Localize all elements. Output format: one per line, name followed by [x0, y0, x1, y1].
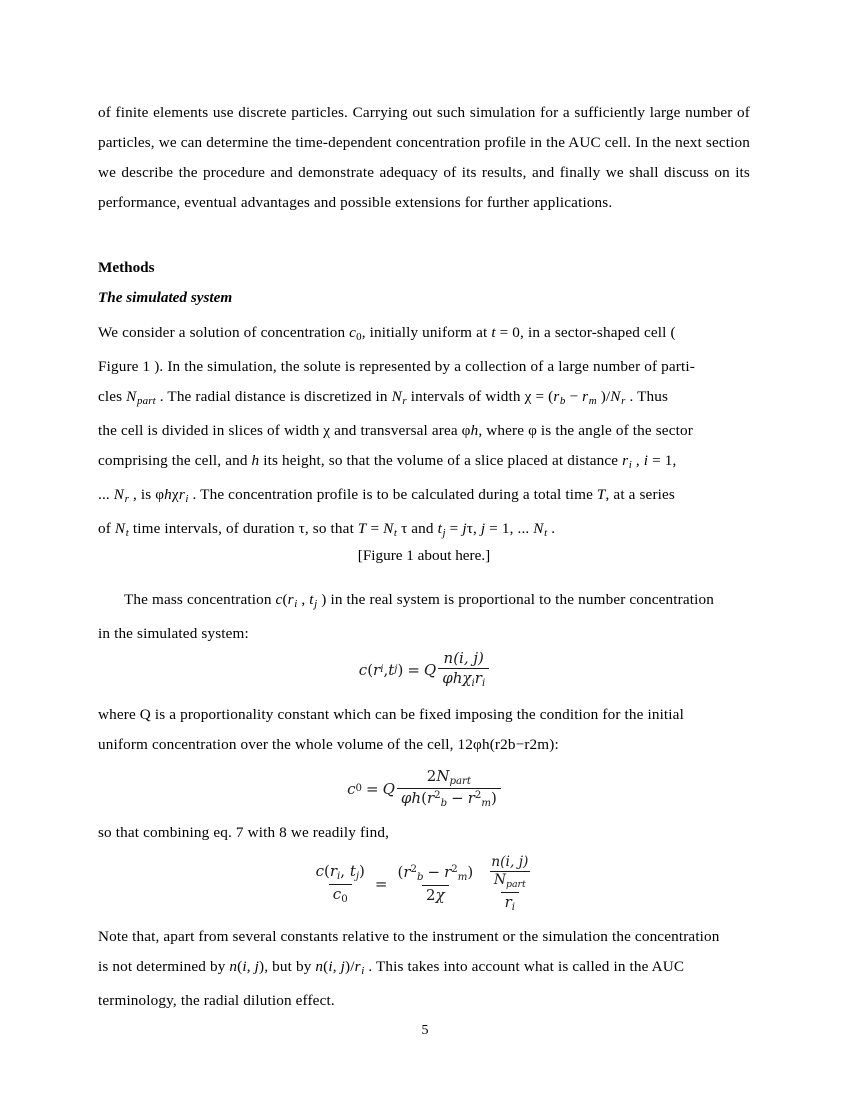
sim-l6-d: . The concentration profile is to be calculated during a total time — [188, 486, 597, 504]
note-l2-g: )/ — [345, 958, 355, 975]
mass-l1-d: , — [297, 591, 310, 608]
sim-l1-c0-sub: 0 — [356, 331, 362, 344]
note-paragraph — [98, 922, 750, 1016]
page-number: 5 — [421, 1023, 429, 1038]
eq3-outer-den-r-sub: i — [511, 901, 516, 913]
sim-l5-r: r — [622, 452, 629, 470]
eq3-lhs-num-comma: , — [340, 862, 350, 881]
eq2-den-r1-sup: 2 — [434, 790, 441, 802]
eq2-den-r1: r — [426, 789, 435, 808]
eq2-den-r2-sup: 2 — [474, 790, 482, 802]
simulated-system-paragraph — [98, 318, 750, 548]
eq3-lhs-fraction — [312, 863, 369, 905]
eq1-fraction — [438, 650, 489, 689]
sim-l7-T: T — [357, 520, 367, 538]
sim-l6-a: ... — [98, 486, 114, 504]
sim-l3-d: − — [565, 388, 583, 406]
eq3-inner-numerator — [487, 855, 532, 871]
eq3-equals: = — [374, 875, 388, 894]
sim-l3-rm: r — [582, 388, 589, 406]
methods-heading-block — [98, 253, 750, 283]
eq2-denominator — [397, 788, 501, 809]
note-l2-f: , — [332, 958, 341, 975]
sim-l3-N3-sub: r — [621, 395, 626, 408]
sim-l6-N: N — [113, 486, 125, 504]
mass-l1-a: The mass concentration — [124, 591, 276, 608]
eq3-rden-2: 2 — [426, 885, 436, 904]
eq3-rhs-numerator — [393, 864, 477, 884]
combining-line: so that combining eq. 7 with 8 we readily find, — [98, 824, 390, 841]
sim-l5-b: its height, so that the volume of a slice placed at distance — [259, 452, 623, 470]
intro-paragraph: of finite elements use discrete particles. Carrying out such simulation for a sufficiently large number of particles, we can determine the time-dependent concentration profile in the AUC cell. In the next section we describe the procedure and demonstrate adequacy of its results, and finally we shall discuss on its performance, eventual advantages and possible extensions for further applications. — [98, 104, 750, 211]
note-l2-i: i — [242, 958, 247, 975]
eq2-numerator — [423, 768, 475, 788]
sim-l6-r-sub: i — [185, 493, 189, 506]
sim-l3-N3: N — [610, 388, 621, 406]
sim-l7-N3-sub: t — [544, 527, 548, 540]
note-l2-d: ), but by — [259, 958, 316, 975]
sim-l5-d: = 1, — [648, 452, 677, 470]
sim-l1-b: , initially uniform at — [361, 324, 492, 341]
eq1-den-r-sub: i — [481, 677, 486, 689]
eq1-den-chi-sub: i — [471, 677, 475, 689]
whereq-l1-text: where Q is a proportionality constant which can be fixed imposing the condition for the initial — [98, 706, 684, 723]
mass-l1-e: ) in the real system is proportional to the number concentration — [317, 591, 714, 608]
sim-l3-a: cles — [98, 388, 127, 406]
eq3-lhs-num-r-sub: i — [337, 871, 341, 883]
note-l2-h: . This takes into account what is called in the AUC — [364, 958, 685, 975]
sim-l5-h: h — [251, 452, 260, 470]
mass-l1-t: t — [309, 591, 314, 608]
mass-l1-t-sub: j — [314, 598, 318, 611]
eq1-den-h: h — [452, 668, 463, 687]
eq1-lhs-c: c — [358, 660, 368, 679]
equation-3 — [0, 855, 850, 913]
sim-l3-rb-sub: b — [559, 395, 566, 408]
figure-callout-block — [98, 541, 750, 571]
sim-l5-c: , — [631, 452, 644, 470]
sim-l7-g: = 1, ... — [485, 520, 534, 538]
sim-l1-a: We consider a solution of concentration — [98, 324, 350, 341]
eq1-numerator — [440, 650, 488, 668]
eq2-den-r2: r — [467, 789, 475, 808]
sim-l7-j2: j — [480, 520, 486, 538]
whereq-line-2: uniform concentration over the whole volume of the cell, 12φh(r2b−r2m): — [98, 736, 559, 753]
eq2-num-N: N — [436, 767, 450, 785]
sim-l1-t: t — [491, 324, 496, 341]
sim-l7-N2-sub: t — [393, 527, 398, 540]
note-line-1: Note that, apart from several constants relative to the instrument or the simulation the concentration — [98, 928, 720, 945]
sim-l1-c0: c — [349, 324, 357, 341]
eq1-lhs-open: ( — [367, 660, 374, 679]
mass-l1-r-sub: i — [294, 598, 298, 611]
sim-line-5 — [98, 446, 750, 480]
mass-line-1 — [98, 585, 750, 619]
eq3-lhs-num-close: ) — [359, 862, 365, 881]
eq2-den-close: ) — [491, 789, 497, 808]
eq3-lhs-denominator — [329, 884, 352, 905]
sim-l3-c: intervals of width χ = ( — [406, 388, 554, 406]
sim-l5-a: comprising the cell, and — [98, 452, 252, 470]
eq3-lhs-num-open: ( — [323, 862, 330, 881]
combining-paragraph — [98, 818, 750, 848]
sim-l7-d: τ and — [397, 520, 438, 538]
eq3-inner-num-n: n — [491, 854, 501, 870]
eq3-inner-num-rest: (i, j) — [500, 854, 529, 870]
eq1-den-phi: φ — [442, 668, 453, 687]
eq2-den-r1-sub: b — [440, 798, 448, 810]
sim-l4-h: h — [470, 422, 479, 440]
eq2-den-minus: − — [451, 789, 464, 808]
sim-l4-b: , where φ is the angle of the sector — [478, 422, 693, 440]
eq1-lhs-t-sub: j — [394, 664, 398, 676]
note-l2-i2: i — [328, 958, 333, 975]
whereq-line-1 — [98, 700, 750, 730]
sim-l5-r-sub: i — [628, 459, 632, 472]
note-l2-e: ( — [323, 958, 329, 975]
sim-l7-N-sub: t — [125, 527, 129, 540]
eq2-den-open: ( — [421, 789, 427, 808]
mass-line-2: in the simulated system: — [98, 625, 249, 643]
sim-l3-b: . The radial distance is discretized in — [155, 388, 392, 406]
eq2-Q: Q — [382, 779, 395, 798]
eq1-num-rest: (i, j) — [453, 649, 484, 667]
eq1-lhs-close: ) — [397, 660, 404, 679]
sim-l7-N: N — [114, 520, 126, 538]
where-q-paragraph — [98, 700, 750, 760]
eq1-equals: = — [407, 660, 420, 679]
eq1-num-n: n — [443, 649, 454, 667]
eq3-inner-denominator — [490, 871, 530, 890]
sim-l7-N3: N — [533, 520, 544, 538]
eq3-outer-den-r: r — [504, 892, 512, 911]
sim-l6-N-sub: r — [124, 493, 130, 506]
sim-l7-e: = — [445, 520, 463, 538]
sim-l7-b: time intervals, of duration τ, so that — [128, 520, 358, 538]
sim-l7-t: t — [437, 520, 442, 538]
eq3-rnum-r1-sup: 2 — [410, 864, 417, 876]
note-line-2 — [98, 952, 750, 986]
eq3-inner-den-N-sub: part — [505, 879, 526, 891]
eq1-lhs-r: r — [373, 660, 381, 679]
sim-l3-rb: r — [553, 388, 560, 406]
eq3-rnum-r2: r — [444, 863, 452, 882]
eq3-lhs-num-r: r — [329, 862, 338, 881]
equation-1 — [0, 650, 850, 689]
eq3-rnum-open: ( — [397, 863, 404, 882]
eq2-fraction — [397, 768, 501, 810]
eq2-den-phi: φ — [400, 789, 412, 808]
sim-l6-r: r — [178, 486, 185, 504]
eq1-denominator — [438, 668, 489, 689]
note-l2-r-sub: i — [361, 965, 365, 978]
note-line-3: terminology, the radial dilution effect. — [98, 992, 335, 1010]
equation-1-row — [359, 650, 491, 689]
sim-l5-i: i — [643, 452, 649, 470]
mass-l1-r: r — [287, 591, 294, 608]
note-l2-n2: n — [315, 958, 324, 975]
sim-l7-c: = — [366, 520, 384, 538]
eq3-lhs-den-sub: 0 — [341, 893, 348, 905]
sim-line-1 — [98, 318, 750, 352]
eq3-lhs-den-c: c — [332, 884, 342, 903]
sim-l3-N: N — [126, 388, 137, 406]
note-l2-n: n — [229, 958, 238, 975]
eq1-lhs-r-sub: i — [380, 664, 384, 676]
eq3-rnum-r2-sup: 2 — [451, 864, 458, 876]
section-heading-methods: Methods — [98, 259, 155, 276]
sim-l6-b: , is φ — [129, 486, 165, 504]
sim-l3-e: )/ — [596, 388, 611, 406]
sim-l7-f: τ, — [466, 520, 481, 538]
eq3-rhs-denominator — [422, 885, 449, 904]
equation-3-row — [310, 855, 541, 913]
eq1-lhs-t: t — [388, 660, 395, 679]
sim-l7-h: . — [547, 520, 556, 538]
eq1-den-chi: χ — [462, 668, 472, 687]
subsection-heading-block — [98, 283, 750, 313]
eq3-rden-chi: χ — [435, 885, 445, 904]
note-l2-c: , — [246, 958, 255, 975]
eq2-num-2: 2 — [426, 767, 437, 785]
sim-l4-a: the cell is divided in slices of width χ and transversal area φ — [98, 422, 471, 440]
note-l2-j2: j — [340, 958, 346, 975]
sim-l7-t-sub: j — [442, 527, 446, 540]
equation-2 — [0, 768, 850, 810]
intro-paragraph-block — [98, 98, 750, 218]
eq3-rnum-close: ) — [467, 863, 474, 882]
mass-l1-c: c — [275, 591, 283, 608]
sim-l6-c: χ — [171, 486, 179, 504]
note-l2-r: r — [354, 958, 361, 975]
eq3-lhs-numerator — [312, 863, 369, 883]
sim-l1-c: = 0, in a sector-shaped cell ( — [495, 324, 676, 341]
eq3-rhs-fraction — [393, 864, 477, 903]
eq2-lhs-c: c — [347, 779, 356, 798]
sim-l6-h: h — [164, 486, 172, 504]
note-l2-b: ( — [237, 958, 243, 975]
note-l2-a: is not determined by — [98, 958, 230, 975]
note-l2-j: j — [254, 958, 260, 975]
eq3-inner-den-N: N — [493, 872, 506, 889]
equation-2-row — [347, 768, 503, 810]
sim-l7-N2: N — [383, 520, 394, 538]
sim-l3-f: . Thus — [625, 388, 669, 406]
eq2-lhs-sub: 0 — [355, 783, 362, 795]
eq1-Q: Q — [423, 660, 437, 679]
subsection-heading-simulated-system: The simulated system — [98, 289, 233, 306]
eq2-num-N-sub: part — [449, 776, 471, 788]
eq3-inner-fraction — [487, 855, 532, 891]
sim-l7-j: j — [462, 520, 467, 538]
eq3-rnum-minus: − — [427, 863, 441, 882]
eq1-lhs-comma: , — [383, 660, 389, 679]
figure-callout: [Figure 1 about here.] — [357, 547, 491, 564]
sim-l6-e: , at a series — [605, 486, 675, 504]
eq2-equals: = — [366, 779, 379, 798]
sim-l7-a: of — [98, 520, 115, 538]
sim-l3-N-sub: part — [136, 395, 156, 408]
mass-concentration-paragraph — [98, 585, 750, 649]
eq3-lhs-num-t-sub: j — [355, 871, 360, 883]
eq3-outer-denominator — [501, 892, 519, 913]
sim-l3-N2: N — [391, 388, 402, 406]
eq3-lhs-num-t: t — [349, 862, 356, 881]
sim-line-3 — [98, 382, 750, 416]
eq2-den-h: h — [411, 789, 422, 808]
eq3-rnum-r1-sub: b — [416, 872, 424, 884]
sim-l3-N2-sub: r — [402, 395, 407, 408]
eq3-rnum-r1: r — [403, 863, 411, 882]
eq3-lhs-num-c: c — [315, 862, 324, 881]
eq3-rnum-r2-sub: m — [457, 872, 468, 884]
mass-l1-b: ( — [282, 591, 288, 608]
eq3-nested-fraction — [481, 855, 538, 913]
sim-l3-rm-sub: m — [588, 395, 597, 408]
sim-line-6 — [98, 480, 750, 514]
eq3-nested-numerator — [481, 855, 538, 892]
sim-line-4 — [98, 416, 750, 446]
eq2-den-r2-sub: m — [481, 798, 492, 810]
sim-line-2: Figure 1 ). In the simulation, the solute is represented by a collection of a large number of parti- — [98, 358, 695, 376]
eq1-den-r: r — [474, 668, 482, 687]
sim-l6-T: T — [596, 486, 606, 504]
